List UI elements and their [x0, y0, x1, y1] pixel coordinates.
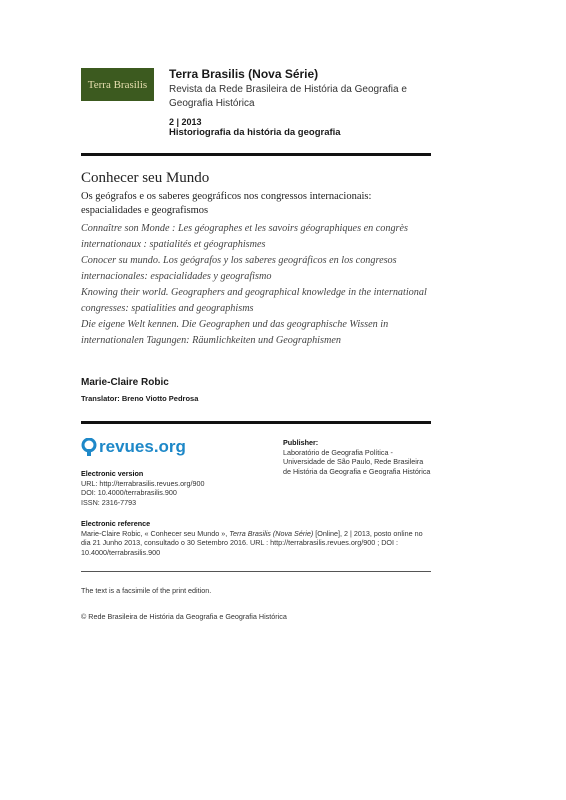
publisher-text: Laboratório de Geografia Política - Universidade de São Paulo, Rede Brasileira de História da Geografia e Geografia Histórica [283, 447, 431, 476]
revues-logo[interactable] [81, 437, 186, 457]
alternate-titles [81, 221, 431, 349]
ev-url[interactable]: URL: http://terrabrasilis.revues.org/900 [81, 478, 205, 488]
facsimile-note: The text is a facsimile of the print edition. [81, 586, 212, 595]
eref-journal: Terra Brasilis (Nova Série) [229, 528, 314, 538]
info-divider [81, 421, 431, 424]
footer-divider [81, 571, 431, 572]
alt-title-es: Conocer su mundo. Los geógrafos y los saberes geográficos en los congresos internacionales: espacialidades y geografismo [81, 255, 397, 282]
electronic-version-heading: Electronic version [81, 469, 144, 478]
logo-text: Terra Brasilis [87, 78, 148, 91]
revues-logo-icon [81, 438, 97, 456]
publisher-block [283, 438, 433, 476]
alt-title-fr: Connaître son Monde : Les géographes et les savoirs géographiques en congrès internationaux : spatialités et géographismes [81, 223, 408, 250]
eref-text-before: Marie-Claire Robic, « Conhecer seu Mundo », [81, 528, 230, 538]
header-divider [81, 153, 431, 156]
journal-subtitle: Revista da Rede Brasileira de História da Geografia e Geografia Histórica [169, 84, 407, 109]
journal-logo [81, 68, 154, 101]
article-title: Conhecer seu Mundo [81, 170, 210, 186]
journal-title: Terra Brasilis (Nova Série) [169, 67, 319, 81]
copyright-note: © Rede Brasileira de História da Geografia e Geografia Histórica [81, 612, 287, 621]
alt-title-en: Knowing their world. Geographers and geographical knowledge in the international congresses: spatialities and geographisms [81, 287, 427, 314]
revues-logo-text: revues.org [99, 437, 186, 456]
publisher-heading: Publisher: [283, 438, 319, 447]
alt-title-de: Die eigene Welt kennen. Die Geographen und das geographische Wissen in internationalen Tagungen: Räumlichkeiten und Geographismen [81, 319, 389, 346]
article-subtitle: Os geógrafos e os saberes geográficos nos congressos internacionais: espacialidades e geografismos [81, 191, 372, 216]
electronic-version [81, 469, 271, 507]
issue-title: Historiografia da história da geografia [169, 127, 341, 138]
ev-doi[interactable]: DOI: 10.4000/terrabrasilis.900 [81, 488, 177, 497]
electronic-reference-heading: Electronic reference [81, 519, 151, 528]
translator: Translator: Breno Viotto Pedrosa [81, 394, 199, 403]
eref-text-after[interactable]: [Online], 2 | 2013, posto online no dia 21 Junho 2013, consultado o 30 Setembro 2016. URL : http://terrabrasilis.revues.org/900 ; DOI : 10.4000/terrabrasilis.900 [81, 528, 423, 557]
ev-issn: ISSN: 2316-7793 [81, 497, 137, 507]
electronic-reference [81, 519, 431, 557]
issue-number: 2 | 2013 [169, 117, 202, 127]
author-name: Marie-Claire Robic [81, 377, 169, 388]
